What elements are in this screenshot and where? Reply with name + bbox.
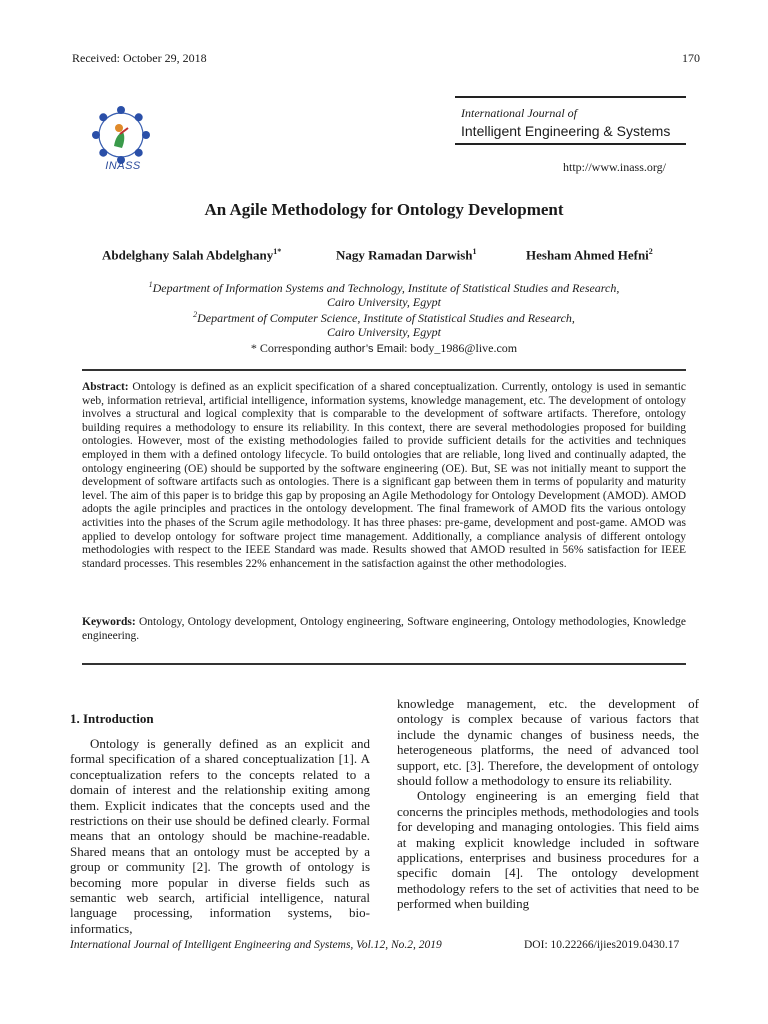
intro-paragraph-2: knowledge management, etc. the development of ontology is complex because of various factors that include the dynamic changes of business needs, the heterogeneous platforms, the need of advanced tool support, etc. [3]. Therefore, the development of ontology should follow a methodology to ensure its reliability. [397,696,699,789]
page-number: 170 [682,51,700,65]
author-1-sup: 1* [273,247,282,256]
author-3-name: Hesham Ahmed Hefni [526,247,649,263]
abstract [82,381,686,571]
affiliation-1-sup: 1 [148,280,153,289]
received-date: Received: October 29, 2018 [72,51,207,65]
author-3-sup: 2 [648,247,653,256]
journal-name-line1: International Journal of [461,106,577,120]
affiliation-1-text: Department of Information Systems and Technology, Institute of Statistical Studies and Research, [152,281,620,295]
keywords [82,615,686,643]
author-3 [526,247,653,263]
author-1 [102,247,281,263]
abstract-rule-top [82,369,686,371]
author-2-name: Nagy Ramadan Darwish [336,247,473,263]
corresponding-address[interactable]: : body_1986@live.com [404,341,518,355]
corresponding-email [0,341,768,356]
journal-name-line2: Intelligent Engineering & Systems [461,123,671,139]
abstract-rule-bottom [82,663,686,665]
corresponding-prefix: * Corresponding [250,341,335,355]
author-2 [336,247,477,263]
intro-paragraph-3: Ontology engineering is an emerging field that concerns the principles methods, methodologies and tools for developing and managing ontologies. This field aims at making explicit knowledge included in software applications, enterprises and business procedures for a specific domain [4]. The ontology development methodology refers to the set of activities that need to be performed when building [397,788,699,912]
section-heading-introduction: 1. Introduction [70,711,154,726]
keywords-label: Keywords: [82,616,136,628]
affiliation-1-line2: Cairo University, Egypt [327,295,441,309]
footer-citation: International Journal of Intelligent Engineering and Systems, Vol.12, No.2, 2019 [70,939,442,951]
left-column [70,736,370,936]
affiliation-1-line1 [0,280,768,296]
journal-rule-bottom [455,143,686,145]
right-column [397,696,699,912]
affiliation-2-text: Department of Computer Science, Institute of Statistical Studies and Research, [197,311,575,325]
keywords-text: Ontology, Ontology development, Ontology engineering, Software engineering, Ontology methodologies, Knowledge engineering. [82,616,686,642]
author-1-name: Abdelghany Salah Abdelghany [102,247,274,263]
paper-title: An Agile Methodology for Ontology Development [204,200,564,219]
logo-text: INASS [105,160,141,172]
journal-url[interactable]: http://www.inass.org/ [562,160,666,174]
affiliation-2-line1 [0,310,768,326]
affiliation-2-sup: 2 [193,310,198,319]
corresponding-label: author’s Email [334,343,405,355]
inass-logo-icon [90,104,152,166]
journal-rule-top [455,96,686,98]
affiliation-2-line2: Cairo University, Egypt [327,325,441,339]
intro-paragraph-1: Ontology is generally defined as an explicit and formal specification of a shared conceptualization [1]. A conceptualization refers to the concepts related to a domain of interest and the relationship exiting among them. Explicit indicates that the concepts used and the restrictions on their use should be defined clearly. Formal means that an ontology should be machine-readable. Shared means that an ontology must be accepted by a group or community [2]. The growth of ontology is becoming more popular in diverse fields such as semantic web search, artificial intelligence, natural language processing, information systems, bio-informatics, [70,736,370,936]
abstract-text: Ontology is defined as an explicit specification of a shared conceptualization. Currently, ontology is used in semantic web, information retrieval, artificial intelligence, information systems, knowledge management, etc. The development of ontology involves a structural and logical complexity that is comparable to the development of software artifacts. Therefore, ontology building requires a methodology to ensure its reliability. In this context, there are several methodologies proposed for building ontologies. However, most of the existing methodologies failed to provide sufficient details for the activities and techniques employed in them with a defined ontology lifecycle. To build ontologies that are reliable, long lived and continually adapted, the ontology engineering (OE) should be supported by the software engineering (OE). But, SE was not initially meant to support the development of software artifacts such as ontologies. There is a significant gap between them in terms of popularity and maturity level. The aim of this paper is to bridge this gap by proposing an Agile Methodology for Ontology Development (AMOD). AMOD adopts the agile principles and practices in the ontology development. The final framework of AMOD fits the various ontology activities into the phases of the Scrum agile methodology. It has three phases: pre-game, development and post-game. AMOD was applied to develop ontology for software project time management. Additionally, a compliance analysis of different ontology methodologies with respect to the IEEE Standard was made. Results showed that AMOD resulted in 56% satisfaction for IEEE standard processes. This resembles 22% enhancement in the satisfaction against the other methodologies. [82,381,687,570]
footer-doi[interactable]: DOI: 10.22266/ijies2019.0430.17 [524,939,680,951]
author-2-sup: 1 [472,247,477,256]
abstract-label: Abstract: [82,381,129,393]
